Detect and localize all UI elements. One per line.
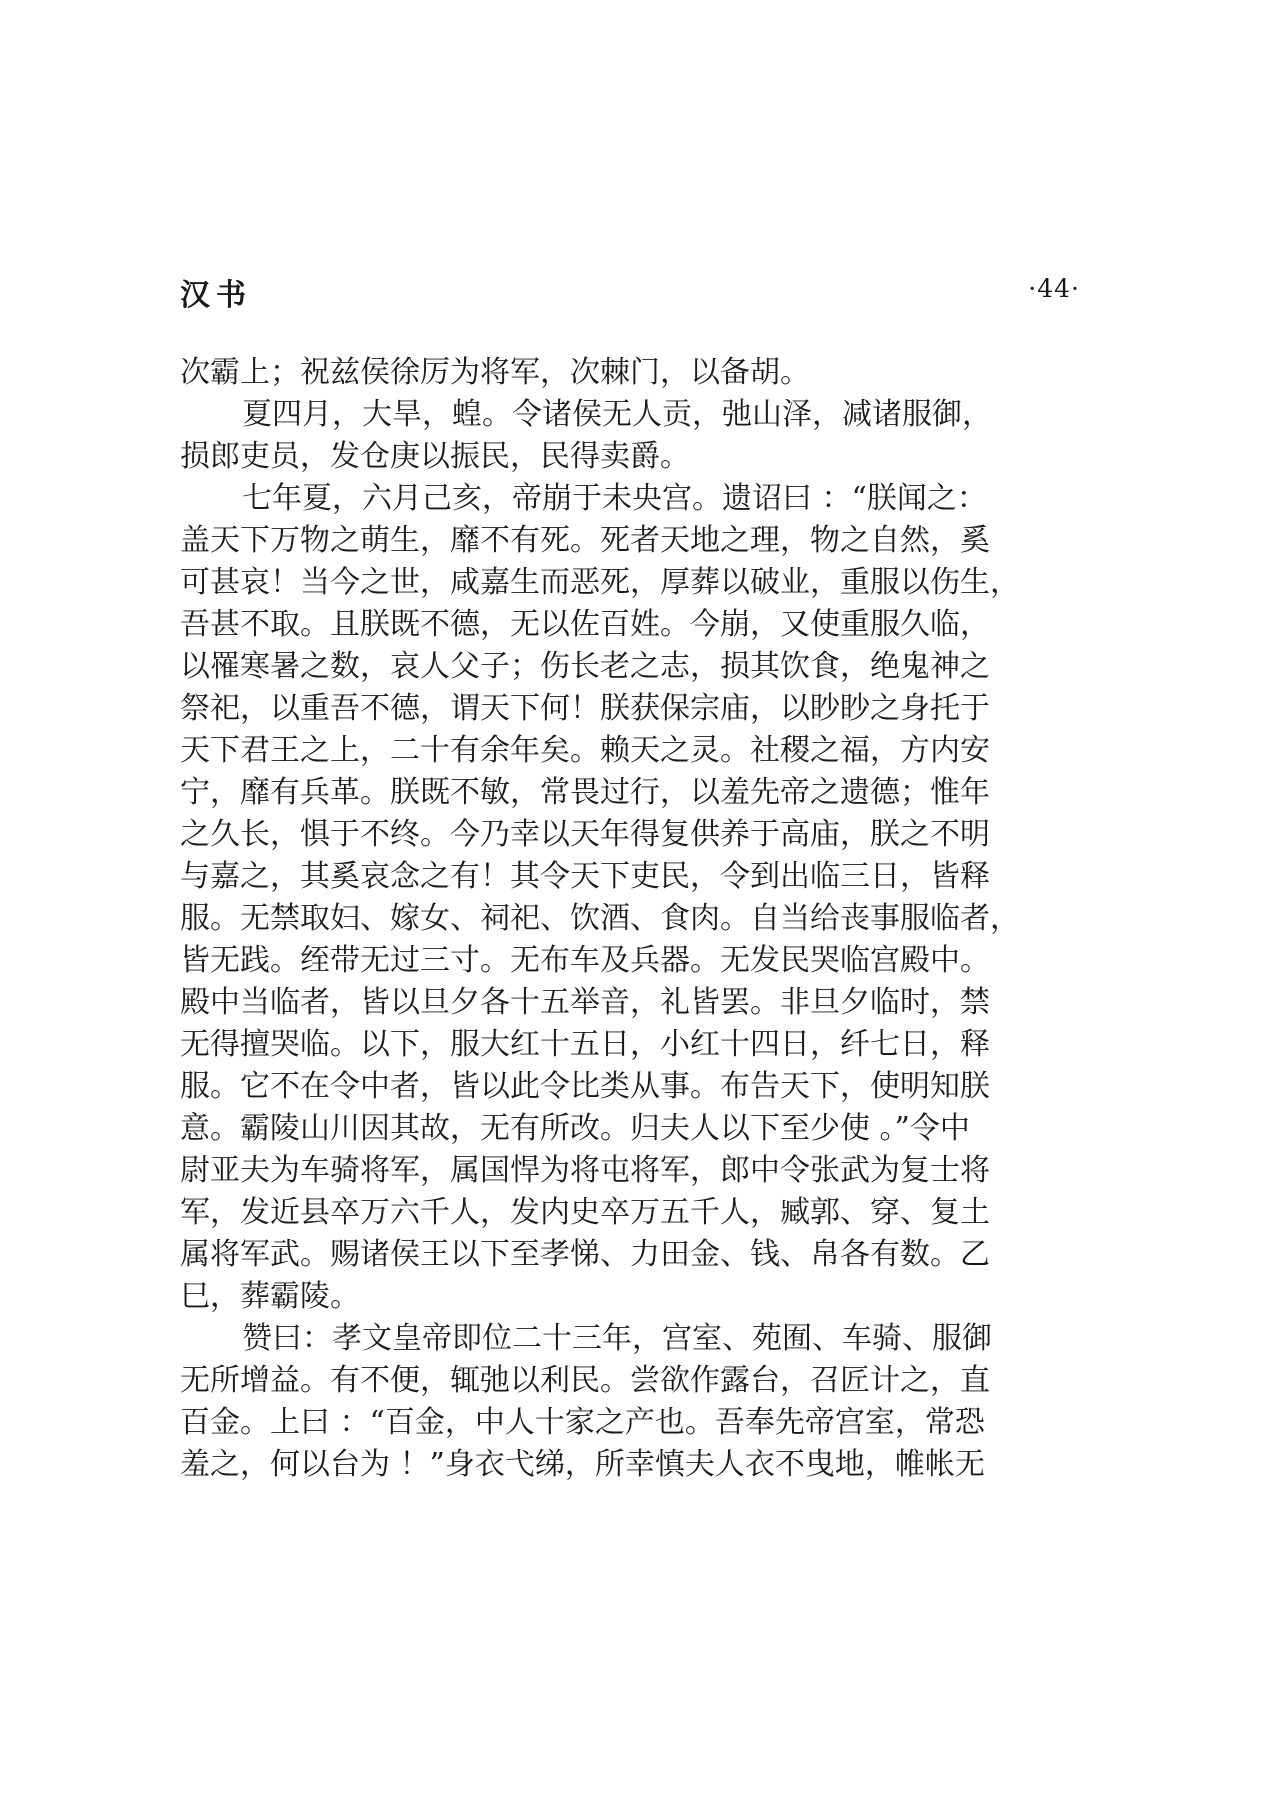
text-line: 巳，葬霸陵。	[180, 1279, 360, 1314]
text-line: 尉亚夫为车骑将军，属国悍为将屯将军，郎中令张武为复士将	[180, 1153, 990, 1188]
text-line: 损郎吏员，发仓庚以振民，民得卖爵。	[180, 439, 690, 474]
page-number: ·44·	[1028, 274, 1080, 303]
text-line: 天下君王之上，二十有余年矣。赖天之灵。社稷之福，方内安	[180, 733, 990, 768]
text-line: 宁，靡有兵革。朕既不敏，常畏过行，以羞先帝之遗德；惟年	[180, 775, 990, 810]
text-line: 意。霸陵山川因其故，无有所改。归夫人以下至少使 。”令中	[180, 1111, 970, 1146]
text-line: 皆无践。绖带无过三寸。无布车及兵器。无发民哭临宫殿中。	[180, 943, 990, 978]
text-line: 祭祀，以重吾不德，谓天下何！朕获保宗庙，以眇眇之身托于	[180, 691, 990, 726]
text-line: 属将军武。赐诸侯王以下至孝悌、力田金、钱、帛各有数。乙	[180, 1237, 990, 1272]
text-line: 与嘉之，其奚哀念之有！其令天下吏民，令到出临三日，皆释	[180, 859, 990, 894]
text-line: 可甚哀！当今之世，咸嘉生而恶死，厚葬以破业，重服以伤生，	[180, 565, 1020, 600]
text-line: 七年夏，六月己亥，帝崩于未央宫。遗诏曰 ：“朕闻之：	[242, 481, 987, 516]
text-line: 次霸上；祝兹侯徐厉为将军，次棘门，以备胡。	[180, 355, 810, 390]
text-line: 无所增益。有不便，辄弛以利民。尝欲作露台，召匠计之，直	[180, 1363, 990, 1398]
page-header	[180, 270, 1080, 316]
text-line: 羞之，何以台为 ！”身衣弋绨，所幸慎夫人衣不曳地，帷帐无	[180, 1447, 985, 1482]
text-line: 殿中当临者，皆以旦夕各十五举音，礼皆罢。非旦夕临时，禁	[180, 985, 990, 1020]
text-line: 之久长，惧于不终。今乃幸以天年得复供养于高庙，朕之不明	[180, 817, 990, 852]
text-line: 服。无禁取妇、嫁女、祠祀、饮酒、食肉。自当给丧事服临者，	[180, 901, 1020, 936]
body-text	[180, 352, 1080, 1486]
text-line: 以罹寒暑之数，哀人父子；伤长老之志，损其饮食，绝鬼神之	[180, 649, 990, 684]
book-title: 汉书	[180, 278, 252, 313]
text-line: 夏四月，大旱，蝗。令诸侯无人贡，弛山泽，减诸服御，	[242, 397, 992, 432]
text-line: 赞曰：孝文皇帝即位二十三年，宫室、苑囿、车骑、服御	[242, 1321, 992, 1356]
text-line: 军，发近县卒万六千人，发内史卒万五千人，臧郭、穿、复土	[180, 1195, 990, 1230]
text-line: 盖天下万物之萌生，靡不有死。死者天地之理，物之自然，奚	[180, 523, 990, 558]
text-line: 服。它不在令中者，皆以此令比类从事。布告天下，使明知朕	[180, 1069, 990, 1104]
text-line: 无得擅哭临。以下，服大红十五日，小红十四日，纤七日，释	[180, 1027, 990, 1062]
text-line: 吾甚不取。且朕既不德，无以佐百姓。今崩，又使重服久临，	[180, 607, 990, 642]
text-line: 百金。上曰 ：“百金，中人十家之产也。吾奉先帝宫室，常恐	[180, 1405, 985, 1440]
